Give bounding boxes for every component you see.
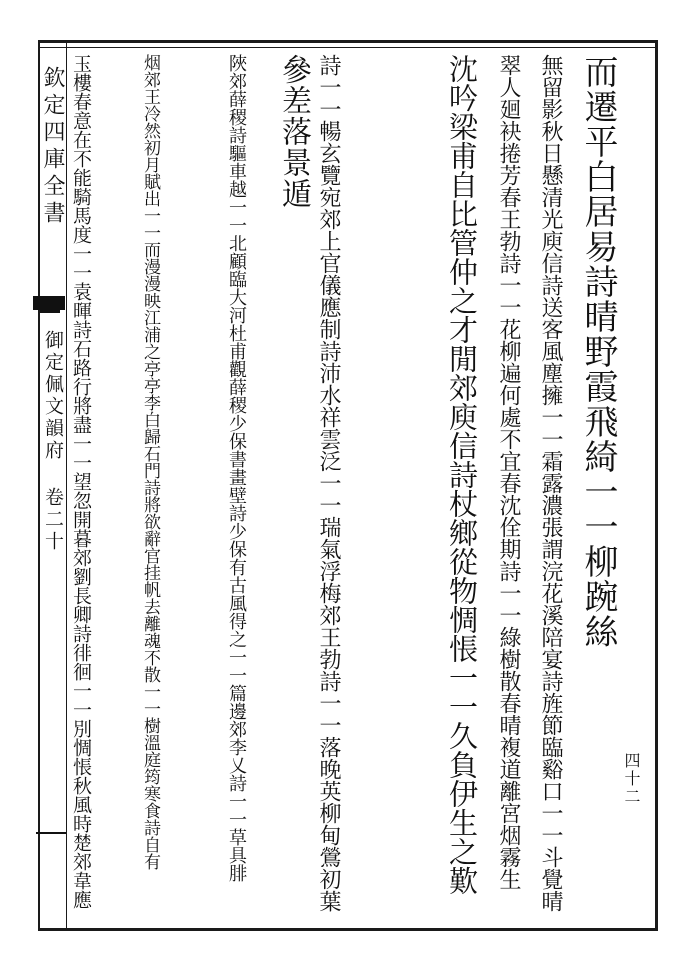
right-border — [655, 40, 658, 930]
folio-number: 四十二 — [622, 752, 641, 806]
text-column-3: 翠人廻袂捲芳春王勃詩一一花柳遍何處不宜春沈佺期詩一一綠樹散春晴複道離宮烟霧生 — [496, 54, 521, 890]
text-column-9: 玉樓春意在不能騎馬度一一袁暉詩石路行將盡一一望忽開暮郊劉長卿詩徘徊一一別惆悵秋風時楚郊韋應 — [70, 54, 92, 909]
fishtail-mark-lower — [40, 310, 60, 313]
book-subtitle: 御定佩文韻府 卷二十 — [42, 330, 64, 553]
text-column-1: 而遷平白居易詩晴野霞飛綺一一柳踠絲 — [578, 54, 618, 649]
fishtail-bottom — [36, 832, 66, 834]
inner-top-border — [38, 47, 658, 48]
text-column-2: 無留影秋日懸清光庾信詩送客風塵擁一一霜露濃張謂浣花溪陪宴詩旌節臨谿口一一斗覺晴 — [538, 54, 563, 912]
text-column-7: 陜郊薛稷詩驅車越一一北顧臨大河杜甫觀薛稷少保書畫壁詩少保有古風得之一一篇邊郊李乂詩一一草具腓 — [226, 54, 247, 882]
text-column-8: 烟郊王冷然初月賦出一一而漫漫映江浦之亭亭李白歸石門詩將欲辭官挂帆去離魂不散一一樹溫庭筠寒食詩自有 — [140, 54, 160, 870]
text-column-4: 沈吟梁甫自比管仲之才閒郊庾信詩杖鄉從物惆悵一一久負伊生之歎 — [445, 54, 479, 895]
book-runner-title: 欽定四庫全書 — [40, 66, 65, 228]
fishtail-mark — [33, 296, 65, 310]
text-column-5: 詩一一暢玄覽宛郊上官儀應制詩沛水祥雲泛一一瑞氣浮梅郊王勃詩一一落晚英柳甸鶯初葉 — [316, 54, 341, 912]
top-border — [38, 40, 658, 43]
text-column-6: 參差落景遁 — [276, 54, 311, 209]
margin-rule-right — [66, 40, 67, 930]
bottom-border — [38, 928, 658, 931]
